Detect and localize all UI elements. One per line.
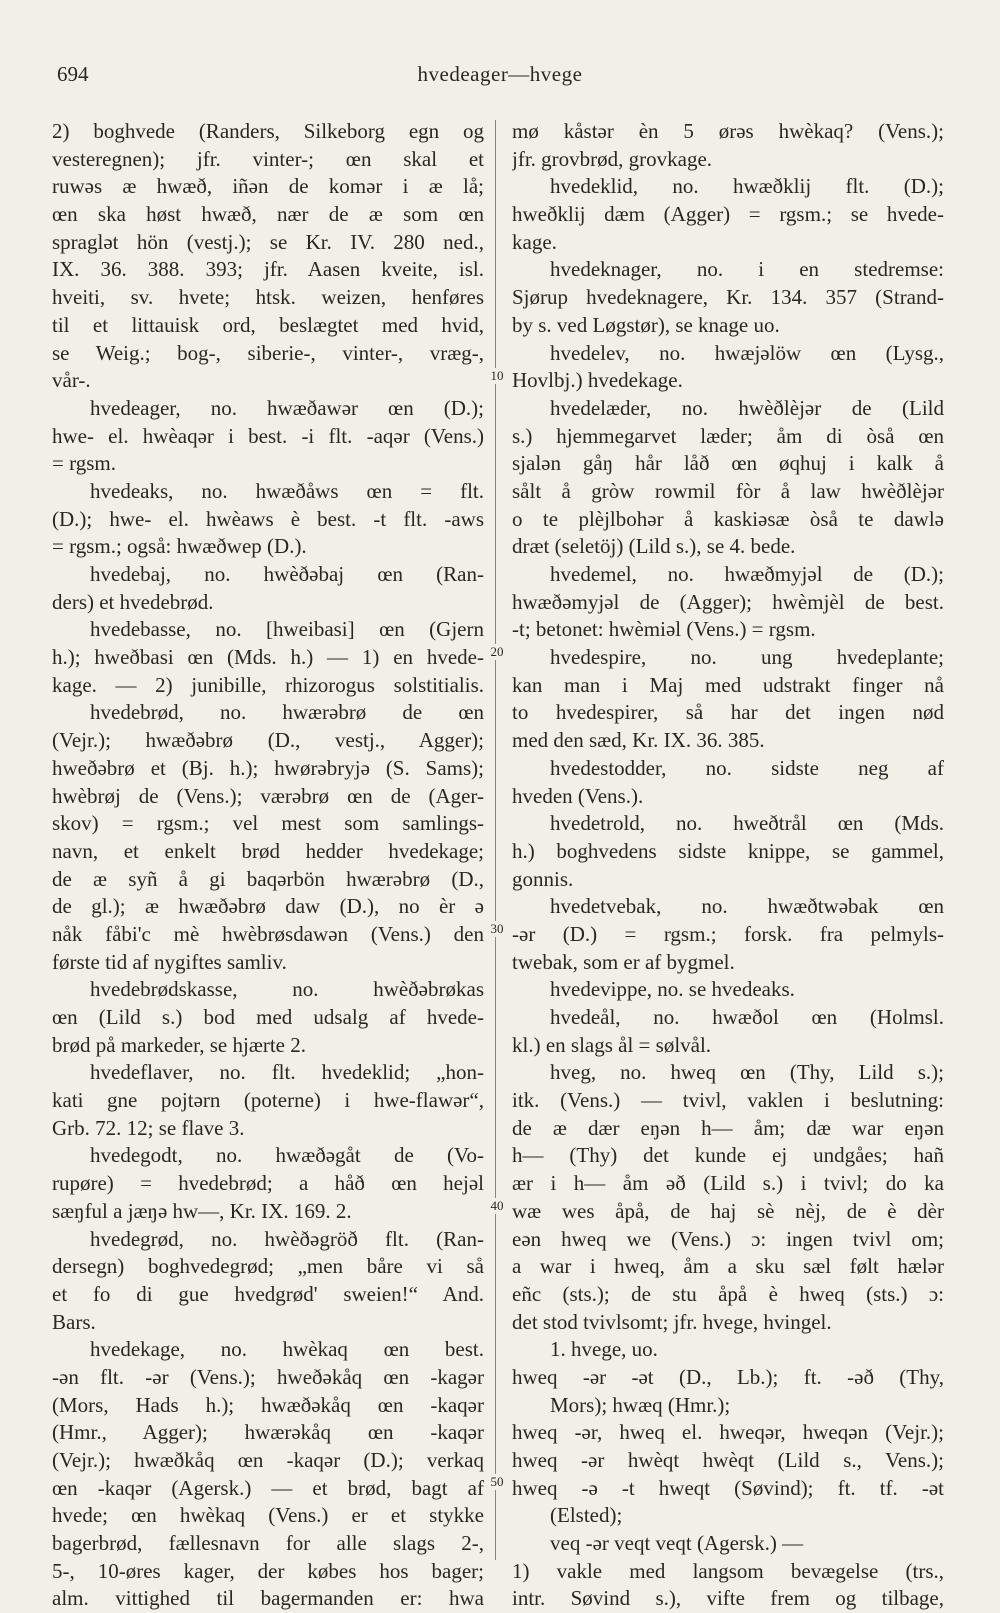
text-line: = rgsm. xyxy=(52,451,116,476)
text-line: Grb. 72. 12; se flave 3. xyxy=(52,1115,245,1140)
text-line: hvedetvebak, no. hwæðtwəbak œn xyxy=(550,894,944,919)
right-column xyxy=(512,118,944,1613)
line-number-30: 30 xyxy=(483,921,511,937)
text-line: kan man i Maj med udstrakt finger nå xyxy=(512,672,944,697)
text-line: hvedeål, no. hwæðol œn (Holmsl. xyxy=(550,1005,944,1029)
text-line: hvedegrød, no. hwèðəgröð flt. (Ran- xyxy=(90,1226,484,1251)
line-number-50: 50 xyxy=(483,1474,511,1490)
text-line: s.) hjemmegarvet læder; åm di òså œn xyxy=(512,423,944,448)
running-head: hvedeager—hvege xyxy=(417,62,583,86)
text-line: vesteregnen); jfr. vinter-; œn skal et xyxy=(52,146,484,171)
text-line: kl.) en slags ål = sølvål. xyxy=(512,1032,712,1057)
text-line: sjalən gåŋ hår låð œn øqhuj i kalk å xyxy=(512,451,944,476)
text-line: hvede; œn hwèkaq (Vens.) er et stykke xyxy=(52,1503,484,1528)
text-line: hwe- el. hwèaqər i best. -i flt. -aqər (Vens.) xyxy=(52,423,484,448)
text-line: vår-. xyxy=(52,368,91,393)
line-number-20: 20 xyxy=(483,644,511,660)
text-line: o te plèjlbohər å kaskiəsæ òså te dawlə xyxy=(512,506,944,531)
text-line: hvedemel, no. hwæðmyjəl de (D.); xyxy=(550,562,944,586)
text-line: a war i hweq, åm a sku sæl følt hælər xyxy=(512,1254,944,1279)
text-line: hvedetrold, no. hweðtrål œn (Mds. xyxy=(550,811,944,836)
text-line: intr. Søvind s.), vifte frem og tilbage, xyxy=(512,1586,944,1611)
text-line: 2) boghvede (Randers, Silkeborg egn og xyxy=(52,119,484,143)
text-line: hvedekage, no. hwèkaq œn best. xyxy=(90,1337,484,1362)
text-line: eñc (sts.); de stu åpå è hweq (sts.) ɔ: xyxy=(512,1281,944,1306)
text-line: hvedegodt, no. hwæðəgåt de (Vo- xyxy=(90,1143,484,1168)
text-line: hvedeknager, no. i en stedremse: xyxy=(550,257,944,282)
text-line: hweðklij dæm (Agger) = rgsm.; se hvede- xyxy=(512,202,944,227)
text-line: kage. xyxy=(512,229,557,254)
text-line: brød på markeder, se hjærte 2. xyxy=(52,1032,306,1057)
text-line: hvedeklid, no. hwæðklij flt. (D.); xyxy=(550,174,944,199)
text-line: hwæðəmyjəl de (Agger); hwèmjèl de best. xyxy=(512,589,944,614)
text-line: 5-, 10-øres kager, der købes hos bager; xyxy=(52,1558,484,1583)
column-divider xyxy=(495,120,496,1560)
text-line: hweq -ə -t hweqt (Søvind); ft. tf. -ət xyxy=(512,1475,944,1500)
text-line: to hvedespirer, så har det ingen nød xyxy=(512,700,944,725)
text-line: (Vejr.); hwæðəbrø (D., vestj., Agger); xyxy=(52,728,484,753)
text-line: hvedeager, no. hwæðawər œn (D.); xyxy=(90,395,484,420)
text-line: hvedestodder, no. sidste neg af xyxy=(550,755,944,780)
text-line: hweq -ər, hweq el. hweqər, hweqən (Vejr.); xyxy=(512,1420,944,1445)
text-line: de gl.); æ hwæðəbrø daw (D.), no èr ə xyxy=(52,894,484,919)
text-line: wæ wes åpå, de haj sè nèj, de è dèr xyxy=(512,1198,944,1223)
text-line: Sjørup hvedeknagere, Kr. 134. 357 (Strand- xyxy=(512,285,944,310)
text-line: -ən flt. -ər (Vens.); hweðəkåq œn -kagər xyxy=(52,1364,484,1389)
text-line: 1) vakle med langsom bevægelse (trs., xyxy=(512,1558,944,1583)
text-line: (D.); hwe- el. hwèaws è best. -t flt. -aws xyxy=(52,506,484,531)
text-line: Mors); hwæq (Hmr.); xyxy=(550,1392,731,1417)
text-line: veq -ər veqt veqt (Agersk.) — xyxy=(550,1531,804,1556)
text-line: hvedeflaver, no. flt. hvedeklid; „hon- xyxy=(90,1060,484,1085)
line-number-40: 40 xyxy=(483,1198,511,1214)
text-line: hvedespire, no. ung hvedeplante; xyxy=(550,645,944,670)
text-line: œn (Lild s.) bod med udsalg af hvede- xyxy=(52,1005,484,1029)
text-line: (Elsted); xyxy=(550,1503,623,1528)
text-line: de æ syñ å gi baqərbön hwærəbrø (D., xyxy=(52,866,484,891)
text-line: hweq -ər -ət (D., Lb.); ft. -əð (Thy, xyxy=(512,1364,944,1389)
text-line: dersegn) boghvedegrød; „men båre vi så xyxy=(52,1254,484,1279)
text-line: dræt (seletöj) (Lild s.), se 4. bede. xyxy=(512,534,796,559)
text-line: jfr. grovbrød, grovkage. xyxy=(512,146,713,171)
text-line: twebak, som er af bygmel. xyxy=(512,949,735,974)
text-line: hveiti, sv. hvete; htsk. weizen, henføres xyxy=(52,285,484,310)
text-line: h— (Thy) det kunde ej undgåes; hañ xyxy=(512,1143,944,1168)
text-line: kati gne pojtərn (poterne) i hwe-flawər“, xyxy=(52,1088,484,1113)
text-line: eən hweq we (Vens.) ɔ: ingen tvivl om; xyxy=(512,1226,944,1251)
text-line: ders) et hvedebrød. xyxy=(52,589,214,614)
text-line: hveg, no. hweq œn (Thy, Lild s.); xyxy=(550,1060,944,1085)
text-line: det stod tvivlsomt; jfr. hvege, hvingel. xyxy=(512,1309,832,1334)
text-line: IX. 36. 388. 393; jfr. Aasen kveite, isl. xyxy=(52,257,484,282)
text-line: et fo di gue hvedgrød' sweien!“ And. xyxy=(52,1281,484,1306)
line-number-10: 10 xyxy=(483,368,511,384)
text-line: hwèbrøj de (Vens.); værəbrø œn de (Ager- xyxy=(52,783,484,808)
text-line: Hovlbj.) hvedekage. xyxy=(512,368,683,393)
text-line: Bars. xyxy=(52,1309,96,1334)
text-line: itk. (Vens.) — tvivl, vaklen i beslutning: xyxy=(512,1088,944,1113)
text-line: h.); hweðbasi œn (Mds. h.) — 1) en hvede- xyxy=(52,645,484,670)
text-line: første tid af nygiftes samliv. xyxy=(52,949,287,974)
text-line: bagerbrød, fællesnavn for alle slags 2-, xyxy=(52,1531,484,1556)
left-column xyxy=(52,118,484,1613)
text-line: nåk fåbi'c mè hwèbrøsdawən (Vens.) den xyxy=(52,921,484,946)
text-line: skov) = rgsm.; vel mest som samlings- xyxy=(52,811,484,836)
text-line: hweq -ər hwèqt hwèqt (Lild s., Vens.); xyxy=(512,1448,944,1472)
text-line: œn -kaqər (Agersk.) — et brød, bagt af xyxy=(52,1475,484,1500)
text-line: h.) boghvedens sidste knippe, se gammel, xyxy=(512,838,944,863)
text-line: -t; betonet: hwèmiəl (Vens.) = rgsm. xyxy=(512,617,816,642)
text-line: hveden (Vens.). xyxy=(512,783,644,808)
text-line: hvedebasse, no. [hweibasi] œn (Gjern xyxy=(90,617,484,642)
text-line: til et littauisk ord, beslægtet med hvid, xyxy=(52,312,484,337)
text-line: by s. ved Løgstør), se knage uo. xyxy=(512,312,780,337)
text-line: hvedelev, no. hwæjəlöw œn (Lysg., xyxy=(550,340,944,365)
text-line: ruwəs æ hwæð, iñən de komər i æ lå; xyxy=(52,174,484,199)
text-line: hvedeaks, no. hwæðåws œn = flt. xyxy=(90,478,484,503)
text-line: ær i h— åm əð (Lild s.) i tvivl; do ka xyxy=(512,1171,944,1196)
text-line: œn ska høst hwæð, nær de æ som œn xyxy=(52,202,484,227)
text-line: 1. hvege, uo. xyxy=(550,1337,658,1362)
text-line: hweðəbrø et (Bj. h.); hwørəbryjə (S. Sams); xyxy=(52,755,484,780)
text-line: se Weig.; bog-, siberie-, vinter-, vræg-, xyxy=(52,340,484,365)
text-line: hvedevippe, no. se hvedeaks. xyxy=(550,977,795,1002)
text-line: (Mors, Hads h.); hwæðəkåq œn -kaqər xyxy=(52,1392,484,1417)
text-line: hvedebrød, no. hwærəbrø de œn xyxy=(90,700,484,725)
text-line: hvedebaj, no. hwèðəbaj œn (Ran- xyxy=(90,562,484,586)
text-line: -ər (D.) = rgsm.; forsk. fra pelmyls- xyxy=(512,921,944,946)
text-line: hvedelæder, no. hwèðlèjər de (Lild xyxy=(550,395,944,420)
text-line: hvedebrødskasse, no. hwèðəbrøkas xyxy=(90,977,484,1002)
text-line: navn, et enkelt brød hedder hvedekage; xyxy=(52,838,484,863)
text-line: spraglət hön (vestj.); se Kr. IV. 280 ned., xyxy=(52,229,484,254)
text-line: (Vejr.); hwæðkåq œn -kaqər (D.); verkaq xyxy=(52,1448,484,1472)
text-line: = rgsm.; også: hwæðwep (D.). xyxy=(52,534,307,559)
text-line: (Hmr., Agger); hwærəkåq œn -kaqər xyxy=(52,1420,484,1445)
text-line: sålt å gròw rowmil fòr å law hwèðlèjər xyxy=(512,478,944,503)
text-line: med den sæd, Kr. IX. 36. 385. xyxy=(512,728,765,753)
text-line: de æ dær eŋən h— åm; dæ war eŋən xyxy=(512,1115,944,1140)
text-line: alm. vittighed til bagermanden er: hwa xyxy=(52,1586,484,1611)
text-line: rupøre) = hvedebrød; a håð œn hejəl xyxy=(52,1171,484,1196)
text-line: mø kåstər èn 5 ørəs hwèkaq? (Vens.); xyxy=(512,119,944,143)
text-line: sæŋful a jæŋə hw—, Kr. IX. 169. 2. xyxy=(52,1198,352,1223)
text-line: kage. — 2) junibille, rhizorogus solstitialis. xyxy=(52,672,484,697)
text-line: gonnis. xyxy=(512,866,574,891)
page-number: 694 xyxy=(57,62,89,86)
